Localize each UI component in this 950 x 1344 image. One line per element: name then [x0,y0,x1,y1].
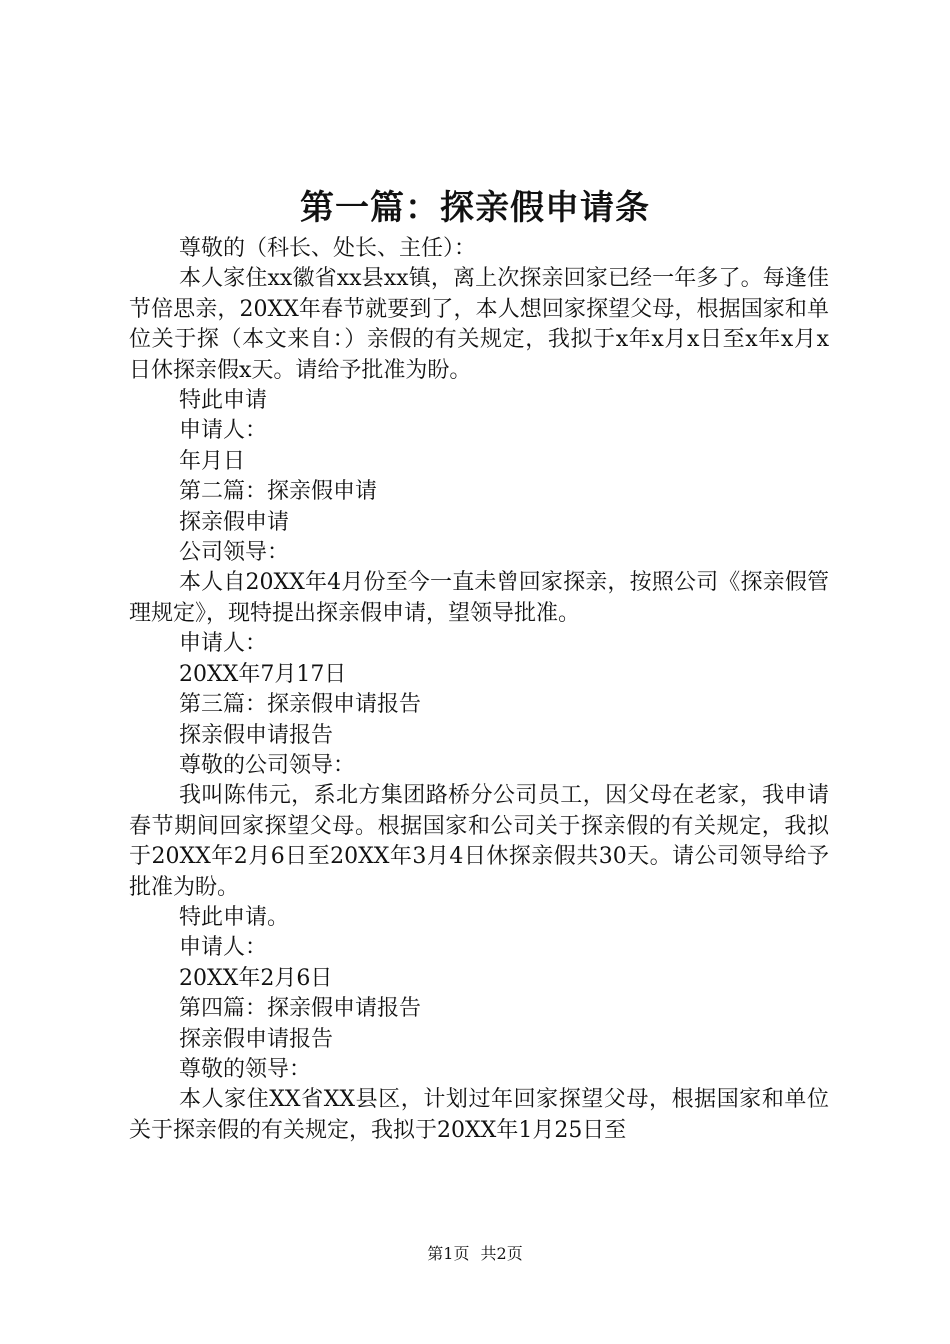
document-title: 第一篇：探亲假申请条 [300,188,650,228]
body-paragraph: 本人家住XX省XX县区，计划过年回家探望父母，根据国家和单位关于探亲假的有关规定，我拟于20XX年1月25日至 [129,1087,829,1143]
date-line: 20XX年7月17日 [179,661,347,687]
date-line: 20XX年2月6日 [179,965,333,991]
section-heading: 第四篇：探亲假申请报告 [179,996,422,1022]
page-footer [0,1242,950,1266]
salutation: 公司领导： [179,540,290,566]
document-body [129,234,829,1146]
salutation: 尊敬的（科长、处长、主任）： [179,236,477,261]
section-subtitle: 探亲假申请报告 [179,1026,334,1052]
applicant-line: 申请人： [179,935,268,961]
body-paragraph: 本人家住xx徽省xx县xx镇，离上次探亲回家已经一年多了。每逢佳节倍思亲，20XX年春节就要到了，本人想回家探望父母，根据国家和单位关于探（本文来自：）亲假的有关规定，我拟于x年x月x日至x年x月x日休探亲假x天。请给予批准为盼。 [129,266,829,383]
closing-line: 特此申请。 [179,904,290,930]
applicant-line: 申请人： [179,631,268,657]
applicant-line: 申请人： [179,418,268,444]
salutation: 尊敬的公司领导： [179,752,356,778]
page-number: 第1页 [427,1244,470,1263]
section-heading: 第三篇：探亲假申请报告 [179,692,422,718]
date-line: 年月日 [179,448,246,474]
section-heading: 第二篇：探亲假申请 [179,479,378,505]
body-paragraph: 我叫陈伟元，系北方集团路桥分公司员工，因父母在老家，我申请春节期间回家探望父母。根据国家和公司关于探亲假的有关规定，我拟于20XX年2月6日至20XX年3月4日休探亲假共30天。请公司领导给予批准为盼。 [129,783,829,900]
salutation: 尊敬的领导： [179,1056,312,1082]
section-subtitle: 探亲假申请 [179,509,290,535]
body-paragraph: 本人自20XX年4月份至今一直未曾回家探亲，按照公司《探亲假管理规定》，现特提出探亲假申请，望领导批准。 [129,570,829,626]
page-total: 共2页 [480,1244,523,1263]
closing-line: 特此申请 [179,388,268,414]
section-subtitle: 探亲假申请报告 [179,722,334,748]
